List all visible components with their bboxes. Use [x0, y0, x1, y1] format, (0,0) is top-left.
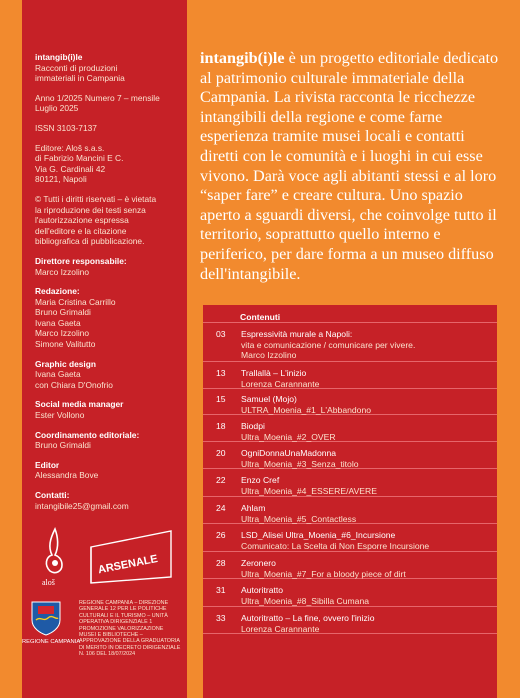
toc-page-number: 33 [216, 613, 226, 623]
toc-entry-subtitle: Marco Izzolino [241, 350, 297, 361]
toc-entry-subtitle: Ultra_Moenia_#8_Sibilla Cumana [241, 595, 370, 606]
toc-entry-text [241, 585, 491, 606]
masthead-sidebar [22, 0, 187, 698]
editorial-member: Maria Cristina Carrillo [35, 296, 116, 307]
magazine-subtitle: immateriali in Campania [35, 73, 125, 84]
editorial-block [35, 286, 187, 350]
graphic-name: Ivana Gaeta [35, 369, 81, 380]
editorial-member: Marco Izzolino [35, 328, 89, 339]
issn-block [35, 123, 187, 134]
magazine-name: intangib(i)le [35, 52, 83, 62]
masthead-title-block [35, 52, 187, 84]
toc-entry-text [241, 475, 491, 496]
toc-entry-text [241, 394, 491, 415]
toc-entry-title: Enzo Cref [241, 475, 280, 485]
intro-body: è un progetto editoriale dedicato al patrimonio culturale immateriale della Campania. La rivista racconta le ricchezze intangibili della regione e come farne esperienza tramite musei locali e contatti diretti con le comunità e i luoghi in cui esse vivono. Darà voce agli abitanti stessi e al loro “saper fare” e creare cultura. Uno spazio aperto a sguardi diversi, che coinvolge tutto il territorio, soprattutto quello interno e periferico, per dare forma a un museo diffuso dell'intangibile. [200, 49, 499, 283]
toc-entry-subtitle: Ultra_Moenia_#4_ESSERE/AVERE [241, 485, 377, 496]
intro-paragraph [200, 49, 502, 284]
rights-line: dell'editore e la citazione [35, 225, 127, 236]
toc-entry-text [241, 329, 491, 361]
partner-logos [30, 525, 180, 595]
toc-entry-subtitle: Lorenza Carannante [241, 378, 320, 389]
toc-page-number: 26 [216, 530, 226, 540]
toc-entry-subtitle: Ultra_Moenia_#5_Contactless [241, 513, 357, 524]
toc-page-number: 28 [216, 558, 226, 568]
issue-number: Anno 1/2025 Numero 7 – mensile [35, 92, 160, 103]
director-name: Marco Izzolino [35, 266, 89, 277]
toc-entry-text [241, 503, 491, 524]
rights-line: la riproduzione dei testi senza [35, 204, 146, 215]
arsenale-logo-label: ARSENALE [97, 552, 159, 577]
toc-entry-text [241, 530, 491, 551]
coordination-name: Bruno Grimaldi [35, 440, 91, 451]
issue-info [35, 93, 187, 114]
publisher-line: di Fabrizio Mancini E C. [35, 153, 124, 164]
toc-entry-title: Trallallà – L'inizio [241, 368, 307, 378]
toc-entry-subtitle: Ultra_Moenia_#2_OVER [241, 431, 336, 442]
toc-divider [203, 361, 497, 362]
toc-entry-title: OgniDonnaUnaMadonna [241, 448, 337, 458]
toc-entry-text [241, 421, 491, 442]
toc-entry-text [241, 448, 491, 469]
publisher-line: 80121, Napoli [35, 174, 87, 185]
issue-date: Luglio 2025 [35, 103, 79, 114]
toc-entry-subtitle: Comunicato: La Scelta di Non Esporre Incursione [241, 540, 430, 551]
editor-heading: Editor [35, 459, 60, 470]
publisher-line: Editore: Aloš s.a.s. [35, 142, 105, 153]
rights-line: bibliografica di pubblicazione. [35, 236, 145, 247]
editorial-member: Bruno Grimaldi [35, 307, 91, 318]
regional-funding-text: REGIONE CAMPANIA – DIREZIONE GENERALE 12 PER LE POLITICHE CULTURALI E IL TURISMO – UNITÀ OPERATIVA DIRIGENZIALE 1 PROMOZIONE VALORIZZAZIONE MUSEI E BIBLIOTECHE – APPROVAZIONE DELLA GRADUATORIA DI MERITO IN DECRETO DIRIGENZIALE N. 106 DEL 18/07/2024 [79, 600, 181, 658]
toc-page-number: 18 [216, 421, 226, 431]
toc-entry-title: Autoritratto [241, 585, 284, 595]
toc-page-number: 20 [216, 448, 226, 458]
toc-entry-text [241, 368, 491, 389]
toc-divider [203, 322, 497, 323]
toc-entry-title: Samuel (Mojo) [241, 394, 297, 404]
toc-entry-subtitle: vita e comunicazione / comunicare per vivere. [241, 339, 416, 350]
toc-entry-text [241, 558, 491, 579]
editor-block [35, 460, 187, 481]
intro-brand: intangib(i)le [200, 49, 285, 67]
social-block [35, 399, 187, 420]
toc-entry-title: Autoritratto – La fine, ovvero l'inizio [241, 613, 375, 623]
magazine-subtitle: Racconti di produzioni [35, 62, 118, 73]
toc-entry-title: LSD_Alisei Ultra_Moenia_#6_Incursione [241, 530, 396, 540]
editorial-member: Simone Valitutto [35, 339, 96, 350]
social-name: Ester Vollono [35, 410, 85, 421]
coordination-block [35, 430, 187, 451]
contact-heading: Contatti: [35, 490, 70, 500]
toc-entry-title: Espressività murale a Napoli: [241, 329, 353, 339]
toc-page-number: 03 [216, 329, 226, 339]
toc-entry-subtitle: Lorenza Carannante [241, 623, 320, 634]
table-of-contents [203, 305, 497, 698]
campania-emblem-icon [30, 600, 62, 636]
rights-line: © Tutti i diritti riservati – è vietata [35, 193, 157, 204]
toc-entry-subtitle: Ultra_Moenia_#7_For a bloody piece of dirt [241, 568, 406, 579]
director-heading: Direttore responsabile: [35, 255, 127, 266]
toc-entry-title: Biodpi [241, 421, 265, 431]
toc-entry-subtitle: ULTRA_Moenia_#1_L'Abbandono [241, 404, 372, 415]
contact-email[interactable]: intangibile25@gmail.com [35, 500, 129, 511]
graphic-heading: Graphic design [35, 358, 96, 369]
toc-page-number: 13 [216, 368, 226, 378]
toc-page-number: 15 [216, 394, 226, 404]
aloe-logo-label: aloš [42, 578, 55, 587]
publisher-block [35, 143, 187, 185]
rights-line: l'autorizzazione espressa [35, 215, 129, 226]
toc-page-number: 31 [216, 585, 226, 595]
toc-entry-title: Ahlam [241, 503, 266, 513]
toc-entry-text [241, 613, 491, 634]
toc-entry-subtitle: Ultra_Moenia_#3_Senza_titolo [241, 458, 359, 469]
campania-label: REGIONE CAMPANIA [22, 639, 81, 645]
director-block [35, 256, 187, 277]
coordination-heading: Coordinamento editoriale: [35, 429, 140, 440]
toc-page-number: 24 [216, 503, 226, 513]
issn: ISSN 3103-7137 [35, 122, 97, 133]
rights-block [35, 194, 187, 247]
editorial-member: Ivana Gaeta [35, 317, 81, 328]
toc-entry-title: Zeronero [241, 558, 276, 568]
social-heading: Social media manager [35, 399, 124, 410]
editorial-heading: Redazione: [35, 286, 80, 297]
toc-page-number: 22 [216, 475, 226, 485]
graphic-block [35, 359, 187, 391]
toc-title: Contenuti [240, 312, 281, 322]
graphic-name: con Chiara D'Onofrio [35, 379, 113, 390]
arsenale-logo-icon [85, 527, 177, 587]
publisher-line: Via G. Cardinali 42 [35, 163, 106, 174]
contact-block [35, 490, 187, 511]
editor-name: Alessandra Bove [35, 470, 99, 481]
